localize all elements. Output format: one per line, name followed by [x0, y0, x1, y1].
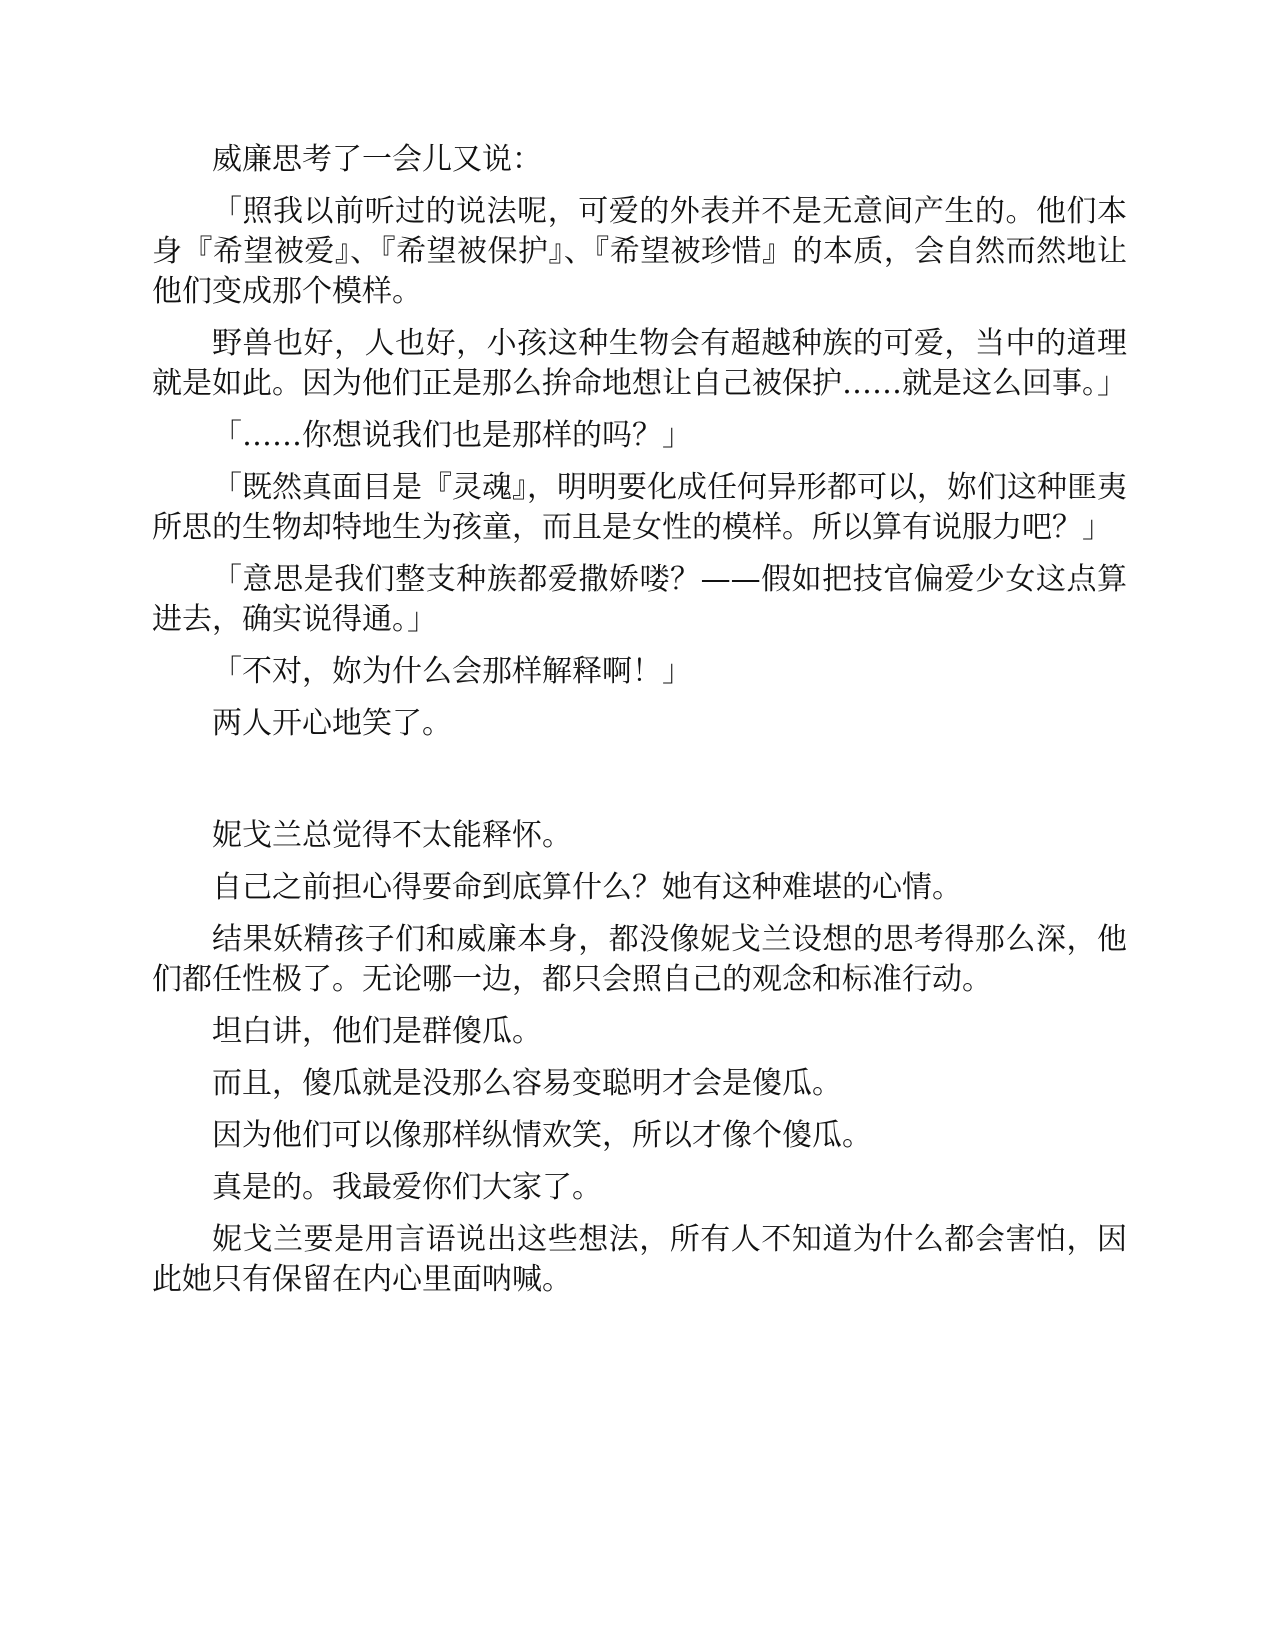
- paragraph: 「……你想说我们也是那样的吗？」: [212, 418, 692, 453]
- section-1: [152, 140, 1127, 744]
- paragraph: 「照我以前听过的说法呢，可爱的外表并不是无意间产生的。他们本身『希望被爱』、『希望被保护』、『希望被珍惜』的本质，会自然而然地让他们变成那个模样。: [152, 194, 1127, 309]
- paragraph: 因为他们可以像那样纵情欢笑，所以才像个傻瓜。: [212, 1118, 872, 1153]
- paragraph: 威廉思考了一会儿又说：: [212, 142, 542, 177]
- paragraph: 妮戈兰总觉得不太能释怀。: [212, 818, 572, 853]
- paragraph: 两人开心地笑了。: [212, 706, 452, 741]
- paragraph: 「既然真面目是『灵魂』，明明要化成任何异形都可以，妳们这种匪夷所思的生物却特地生为孩童，而且是女性的模样。所以算有说服力吧？」: [152, 470, 1127, 545]
- section-2: [152, 816, 1127, 1300]
- paragraph: 结果妖精孩子们和威廉本身，都没像妮戈兰设想的思考得那么深，他们都任性极了。无论哪一边，都只会照自己的观念和标准行动。: [152, 922, 1127, 997]
- paragraph: 野兽也好，人也好，小孩这种生物会有超越种族的可爱，当中的道理就是如此。因为他们正是那么拚命地想让自己被保护……就是这么回事。」: [152, 326, 1127, 401]
- paragraph: 而且，傻瓜就是没那么容易变聪明才会是傻瓜。: [212, 1066, 842, 1101]
- section-break: [152, 756, 1127, 816]
- paragraph: 妮戈兰要是用言语说出这些想法，所有人不知道为什么都会害怕，因此她只有保留在内心里面呐喊。: [152, 1222, 1127, 1297]
- paragraph: 「意思是我们整支种族都爱撒娇喽？——假如把技官偏爱少女这点算进去，确实说得通。」: [152, 562, 1127, 637]
- paragraph: 真是的。我最爱你们大家了。: [212, 1170, 602, 1205]
- document-body: [152, 140, 1127, 1312]
- paragraph: 坦白讲，他们是群傻瓜。: [212, 1014, 542, 1049]
- paragraph: 自己之前担心得要命到底算什么？她有这种难堪的心情。: [212, 870, 962, 905]
- paragraph: 「不对，妳为什么会那样解释啊！」: [212, 654, 692, 689]
